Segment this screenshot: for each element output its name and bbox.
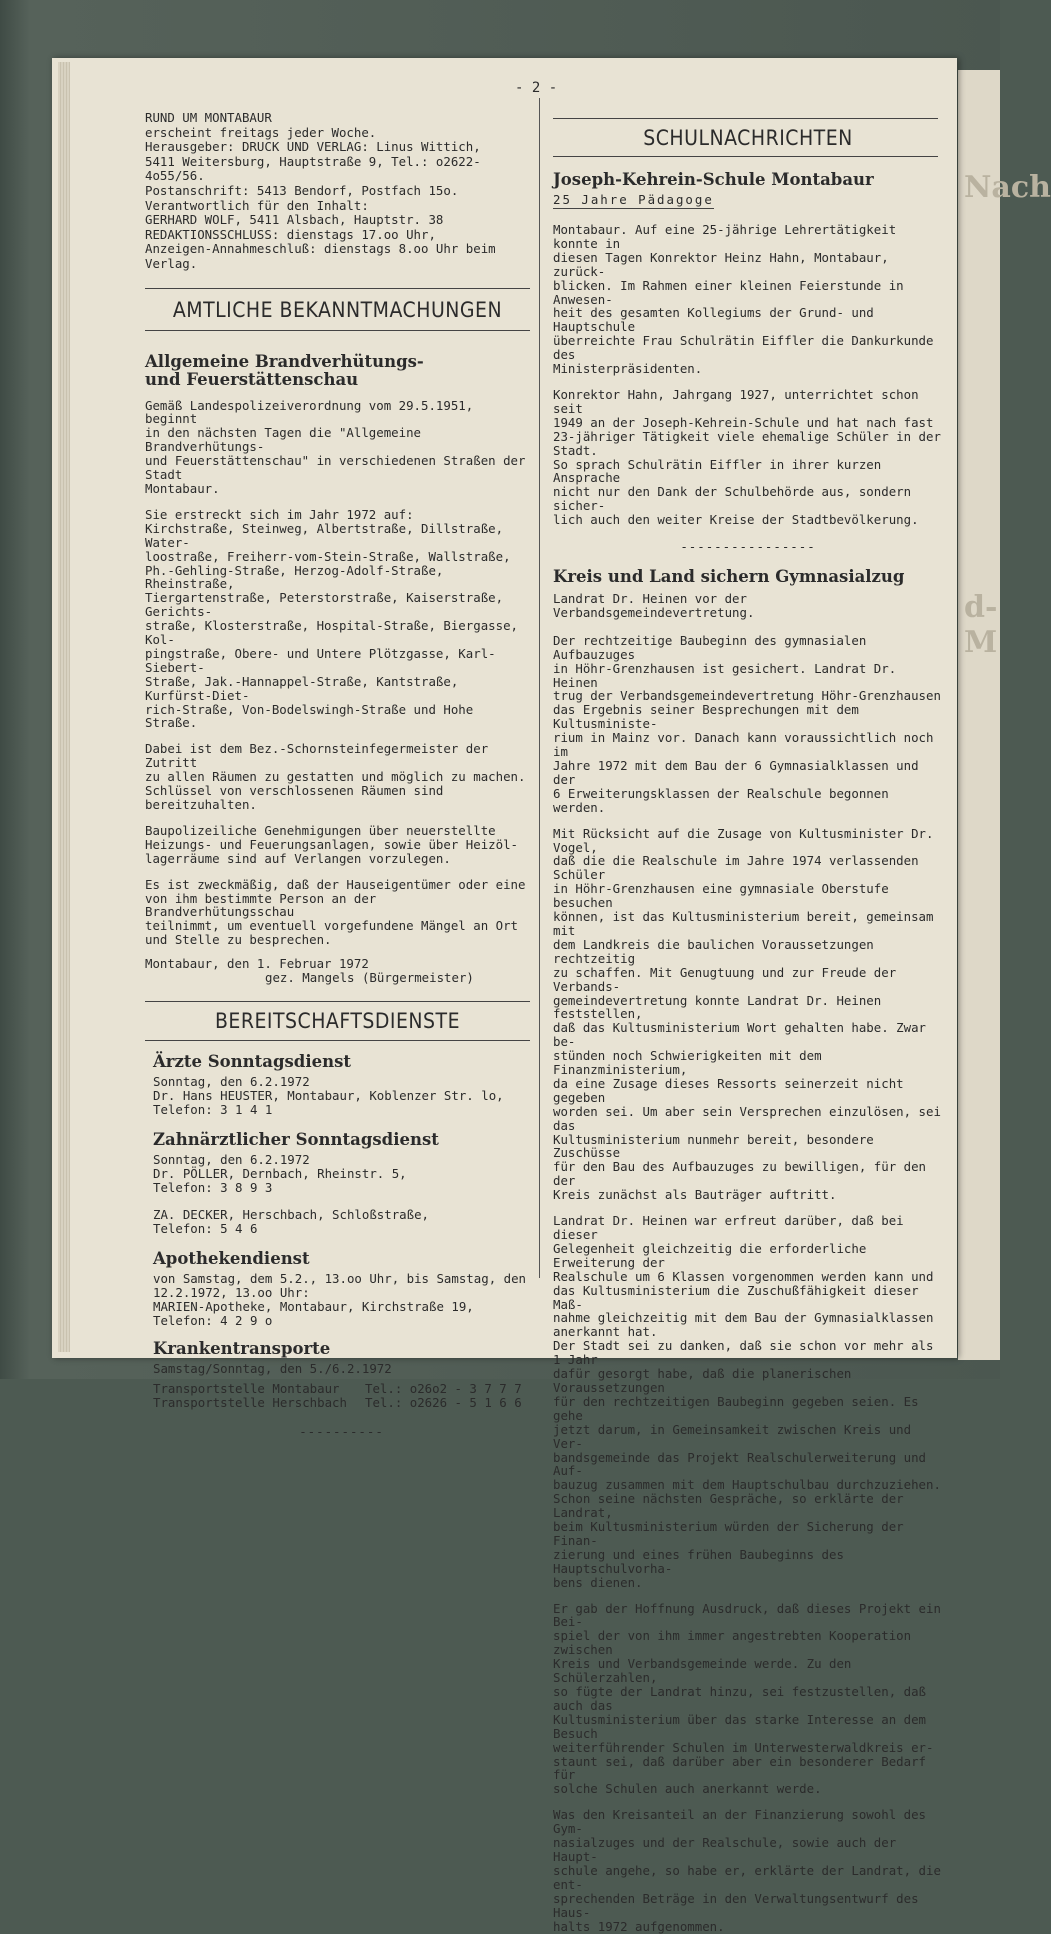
text-line: Kirchstraße, Steinweg, Albertstraße, Dillstraße, Water-: [145, 520, 504, 550]
text-line: Es ist zweckmäßig, daß der Hauseigentümer oder eine: [145, 876, 526, 892]
text-line: daß das Kultusministerium Wort gehalten habe. Zwar be-: [553, 1020, 926, 1050]
text-line: lagerräume sind auf Verlangen vorzulegen.: [145, 850, 451, 866]
text-line: für den rechtzeitigen Baubeginn gegeben seien. Es gehe: [553, 1393, 919, 1423]
text-line: Er gab der Hoffnung Ausdruck, daß dieses Projekt ein Bei-: [553, 1600, 941, 1630]
text-line: diesen Tagen Konrektor Heinz Hahn, Montabaur, zurück-: [553, 249, 889, 279]
services-list: [145, 1041, 530, 1439]
masthead-line: Verantwortlich für den Inhalt:: [145, 197, 369, 213]
section-heading-amtliche: AMTLICHE BEKANNTMACHUNGEN: [172, 297, 503, 322]
paragraph: [553, 223, 943, 376]
right-column: [553, 118, 943, 1933]
text-line: das Kultusministerium die Zuschußfähigkeit dieser Maß-: [553, 1282, 919, 1312]
text-line: nicht nur den Dank der Schulbehörde aus, sondern sicher-: [553, 484, 912, 514]
text-line: lich auch den weiter Kreise der Stadtbevölkerung.: [553, 512, 919, 528]
text-line: nahme gleichzeitig mit dem Bau der Gymnasialklassen: [553, 1310, 934, 1326]
text-line: 23-jähriger Tätigkeit viele ehemalige Schüler in der Stadt.: [553, 428, 941, 458]
text-line: weiterführender Schulen im Unterwesterwaldkreis er-: [553, 1739, 934, 1755]
text-line: MARIEN-Apotheke, Montabaur, Kirchstraße 19,: [153, 1299, 474, 1315]
service-lines: [153, 1208, 530, 1236]
text-line: Schon seine nächsten Gespräche, so erklärte der Landrat,: [553, 1491, 904, 1521]
text-line: bandsgemeinde das Projekt Realschulerweiterung und Auf-: [553, 1449, 926, 1479]
text-line: Jahre 1972 mit dem Bau der 6 Gymnasialklassen und der: [553, 758, 919, 787]
text-line: das Ergebnis seiner Besprechungen mit dem Kultusministe-: [553, 702, 859, 732]
text-line: halts 1972 aufgenommen.: [553, 1918, 725, 1934]
text-line: Kreis und Verbandsgemeinde werde. Zu den Schülerzahlen,: [553, 1656, 852, 1686]
paragraph: [145, 508, 530, 731]
article-byline: Landrat Dr. Heinen vor der Verbandsgemeindevertretung.: [553, 591, 755, 620]
service-date: Samstag/Sonntag, den 5./6.2.1972: [153, 1360, 392, 1376]
text-line: zu schaffen. Mit Genugtuung und zur Freude der Verbands-: [553, 964, 897, 994]
masthead-line: GERHARD WOLF, 5411 Alsbach, Hauptstr. 38: [145, 212, 444, 228]
service-lines: [153, 1153, 530, 1195]
text-line: straße, Klosterstraße, Hospital-Straße, Biergasse, Kol-: [145, 618, 518, 648]
masthead-line: erscheint freitags jeder Woche.: [145, 124, 377, 140]
text-line: da eine Zusage dieses Ressorts seinerzeit nicht gegeben: [553, 1075, 904, 1105]
text-line: nasialzuges und der Realschule, sowie auch der Haupt-: [553, 1835, 897, 1864]
text-line: Dr. PÖLLER, Dernbach, Rheinstr. 5,: [153, 1165, 407, 1181]
left-column: [145, 111, 530, 1439]
text-line: Konrektor Hahn, Jahrgang 1927, unterrichtet schon seit: [553, 386, 919, 416]
transport-tel: Tel.: o26o2 - 3 7 7 7: [365, 1380, 522, 1396]
text-line: zierung und eines frühen Baubeginns des Hauptschulvorha-: [553, 1546, 844, 1576]
text-line: daß die die Realschule im Jahre 1974 verlassenden Schüler: [553, 853, 919, 883]
text-line: so fügte der Landrat hinzu, sei festzustellen, daß auch das: [553, 1684, 926, 1713]
text-line: Heizungs- und Feuerungsanlagen, sowie über Heizöl-: [145, 836, 518, 852]
text-line: stünden noch Schwierigkeiten mit dem Finanzministerium,: [553, 1048, 822, 1078]
transport-name: Transportstelle Herschbach: [153, 1394, 347, 1410]
text-line: loostraße, Freiherr-vom-Stein-Straße, Wallstraße,: [145, 548, 511, 564]
text-line: dem Landkreis die baulichen Voraussetzungen rechtzeitig: [553, 936, 874, 966]
paragraph: [553, 388, 943, 527]
text-line: solche Schulen auch anerkannt werde.: [553, 1781, 822, 1797]
masthead-line: 5411 Weitersburg, Hauptstraße 9, Tel.: o2622-4o55/56.: [145, 153, 481, 184]
signoff-date: Montabaur, den 1. Februar 1972: [145, 956, 369, 972]
title-line: und Feuerstättenschau: [145, 369, 359, 389]
article-divider: ----------------: [680, 539, 816, 555]
text-line: in Höhr-Grenzhausen eine gymnasiale Oberstufe besuchen: [553, 881, 889, 911]
service-lines: [153, 1075, 530, 1117]
text-line: Kreis zunächst als Bauträger auftritt.: [553, 1187, 837, 1203]
text-line: sprechenden Beträge in den Verwaltungsentwurf des Haus-: [553, 1890, 919, 1920]
text-line: von Samstag, dem 5.2., 13.oo Uhr, bis Samstag, den: [153, 1271, 526, 1287]
transport-name: Transportstelle Montabaur: [153, 1380, 340, 1396]
service-title: Krankentransporte: [153, 1338, 331, 1358]
title-line: Allgemeine Brandverhütungs-: [145, 351, 424, 371]
text-line: Realschule um 6 Klassen vorgenommen werden kann und: [553, 1268, 934, 1284]
text-line: Schlüssel von verschlossenen Räumen sind bereitzuhalten.: [145, 783, 444, 812]
service-title: Apothekendienst: [153, 1249, 310, 1269]
column-divider: [539, 98, 540, 1278]
text-line: spiel der von ihm immer angestrebten Kooperation zwischen: [553, 1628, 912, 1658]
masthead-line: RUND UM MONTABAUR: [145, 110, 272, 125]
text-line: Dabei ist dem Bez.-Schornsteinfegermeister der Zutritt: [145, 741, 489, 771]
signoff-name: gez. Mangels (Bürgermeister): [265, 970, 474, 986]
paragraph: [145, 878, 530, 948]
text-line: Montabaur. Auf eine 25-jährige Lehrertätigkeit konnte in: [553, 222, 897, 251]
text-line: Gelegenheit gleichzeitig die erforderliche Erweiterung der: [553, 1240, 867, 1270]
text-line: Sie erstreckt sich im Jahr 1972 auf:: [145, 506, 414, 522]
text-line: zu allen Räumen zu gestatten und möglich zu machen.: [145, 769, 526, 785]
text-line: Kultusministerium über das starke Interesse an dem Besuch: [553, 1711, 926, 1741]
section-heading-schul: SCHULNACHRICHTEN: [643, 126, 853, 150]
paragraph: [553, 827, 943, 1202]
ghost-text: Nach: [964, 170, 1051, 205]
text-line: Baupolizeiliche Genehmigungen über neuerstellte: [145, 822, 496, 838]
text-line: Telefon: 5 4 6: [153, 1221, 258, 1237]
text-line: können, ist das Kultusministerium bereit, gemeinsam mit: [553, 909, 934, 938]
article-title: [145, 353, 530, 389]
text-line: Ph.-Gehling-Straße, Herzog-Adolf-Straße, Rheinstraße,: [145, 562, 444, 592]
text-line: Der rechtzeitige Baubeginn des gymnasialen Aufbauzuges: [553, 632, 867, 662]
text-line: Landrat Dr. Heinen war erfreut darüber, daß bei dieser: [553, 1213, 904, 1242]
service-lines: [153, 1272, 530, 1328]
text-line: blicken. Im Rahmen einer kleinen Feierstunde in Anwesen-: [553, 277, 904, 307]
text-line: Mit Rücksicht auf die Zusage von Kultusminister Dr. Vogel,: [553, 825, 934, 855]
article-subtitle: 25 Jahre Pädagoge: [553, 192, 714, 207]
text-line: von ihm bestimmte Person an der Brandverhütungsschau: [145, 890, 377, 920]
article-body: [553, 634, 943, 1934]
text-line: rium in Mainz vor. Danach kann voraussichtlich noch im: [553, 730, 934, 760]
text-line: Gemäß Landespolizeiverordnung vom 29.5.1951, beginnt: [145, 397, 474, 427]
text-line: trug der Verbandsgemeindevertretung Höhr-Grenzhausen: [553, 688, 941, 704]
article-body: [145, 399, 530, 948]
paragraph: [553, 1602, 943, 1797]
text-line: ZA. DECKER, Herschbach, Schloßstraße,: [153, 1207, 430, 1223]
text-line: heit des gesamten Kollegiums der Grund- und Hauptschule: [553, 305, 874, 335]
text-line: Tiergartenstraße, Peterstorstraße, Kaiserstraße, Gerichts-: [145, 590, 504, 620]
text-line: Telefon: 3 8 9 3: [153, 1179, 273, 1195]
transport-row: [153, 1382, 530, 1396]
service-title: Zahnärztlicher Sonntagsdienst: [153, 1129, 439, 1149]
text-line: Ministerpräsidenten.: [553, 361, 703, 377]
text-line: Montabaur.: [145, 480, 220, 496]
masthead-line: Anzeigen-Annahmeschluß: dienstags 8.oo Uhr beim Verlag.: [145, 241, 496, 271]
article-title: Joseph-Kehrein-Schule Montabaur: [553, 170, 874, 189]
transport-tel: Tel.: o2626 - 5 1 6 6: [365, 1394, 522, 1410]
text-line: in Höhr-Grenzhausen ist gesichert. Landrat Dr. Heinen: [553, 660, 897, 690]
text-line: Sonntag, den 6.2.1972: [153, 1151, 310, 1167]
section-heading-bereitschaft: BEREITSCHAFTSDIENSTE: [214, 1008, 461, 1033]
paragraph: [145, 824, 530, 866]
text-line: 1949 an der Joseph-Kehrein-Schule und hat nach fast: [553, 414, 934, 430]
text-line: beim Kultusministerium würden der Sicherung der Finan-: [553, 1519, 904, 1548]
service-title: Ärzte Sonntagsdienst: [153, 1051, 351, 1071]
text-line: Dr. Hans HEUSTER, Montabaur, Koblenzer Str. lo,: [153, 1087, 504, 1103]
paragraph: [553, 634, 943, 815]
ghost-text: d-M: [964, 590, 998, 660]
rule: [145, 288, 530, 289]
paragraph: [145, 742, 530, 812]
rule: [145, 1001, 530, 1002]
text-line: bens dienen.: [553, 1574, 643, 1590]
page-number: - 2 -: [515, 80, 558, 96]
text-line: teilnimmt, um eventuell vorgefundene Mängel an Ort: [145, 918, 518, 934]
article-body: [553, 223, 943, 527]
text-line: in den nächsten Tagen die "Allgemeine Brandverhütungs-: [145, 425, 422, 455]
rule: [553, 118, 938, 119]
masthead-line: Postanschrift: 5413 Bendorf, Postfach 15o.: [145, 182, 459, 198]
text-line: Telefon: 4 2 9 o: [153, 1312, 273, 1328]
paragraph: [145, 399, 530, 496]
masthead: [145, 111, 530, 272]
text-line: dafür gesorgt habe, daß die planerischen Voraussetzungen: [553, 1366, 852, 1395]
paragraph: [553, 1808, 943, 1933]
text-line: bauzug zusammen mit dem Hauptschulbau durchzuziehen.: [553, 1477, 941, 1493]
text-line: Telefon: 3 1 4 1: [153, 1101, 273, 1117]
text-line: Sonntag, den 6.2.1972: [153, 1073, 310, 1089]
text-line: 6 Erweiterungsklassen der Realschule begonnen werden.: [553, 785, 889, 815]
text-line: jetzt darum, in Gemeinsamkeit zwischen Kreis und Ver-: [553, 1421, 912, 1451]
text-line: Der Stadt sei zu danken, daß sie schon vor mehr als 1 Jahr: [553, 1338, 934, 1368]
text-line: für den Bau des Aufbauzuges zu bewilligen, für den der: [553, 1159, 926, 1189]
text-line: gemeindevertretung konnte Landrat Dr. Heinen feststellen,: [553, 992, 882, 1022]
text-line: schule angehe, so habe er, erklärte der Landrat, die ent-: [553, 1862, 941, 1892]
text-line: 12.2.1972, 13.oo Uhr:: [153, 1285, 310, 1301]
transport-row: [153, 1396, 530, 1410]
text-line: Kultusministerium nunmehr bereit, besondere Zuschüsse: [553, 1131, 874, 1161]
text-line: So sprach Schulrätin Eiffler in ihrer kurzen Ansprache: [553, 456, 882, 486]
end-divider: ----------: [299, 1423, 384, 1439]
text-line: und Stelle zu besprechen.: [145, 932, 332, 948]
text-line: pingstraße, Obere- und Untere Plötzgasse, Karl-Siebert-: [145, 645, 496, 675]
masthead-line: Herausgeber: DRUCK UND VERLAG: Linus Wittich,: [145, 139, 481, 155]
text-line: überreichte Frau Schulrätin Eiffler die Dankurkunde des: [553, 333, 934, 363]
text-line: worden sei. Um aber sein Versprechen einzulösen, sei das: [553, 1103, 941, 1133]
article-title: Kreis und Land sichern Gymnasialzug: [553, 567, 905, 587]
masthead-line: REDAKTIONSSCHLUSS: dienstags 17.oo Uhr,: [145, 226, 436, 242]
text-line: rich-Straße, Von-Bodelswingh-Straße und Hohe Straße.: [145, 701, 474, 731]
text-line: und Feuerstättenschau" in verschiedenen Straßen der Stadt: [145, 453, 526, 483]
text-line: anerkannt hat.: [553, 1324, 658, 1340]
text-line: Was den Kreisanteil an der Finanzierung sowohl des Gym-: [553, 1807, 926, 1837]
text-line: staunt sei, daß darüber aber ein besonderer Bedarf für: [553, 1753, 926, 1783]
paragraph: [553, 1214, 943, 1589]
text-line: Straße, Jak.-Hannappel-Straße, Kantstraße, Kurfürst-Diet-: [145, 673, 459, 703]
